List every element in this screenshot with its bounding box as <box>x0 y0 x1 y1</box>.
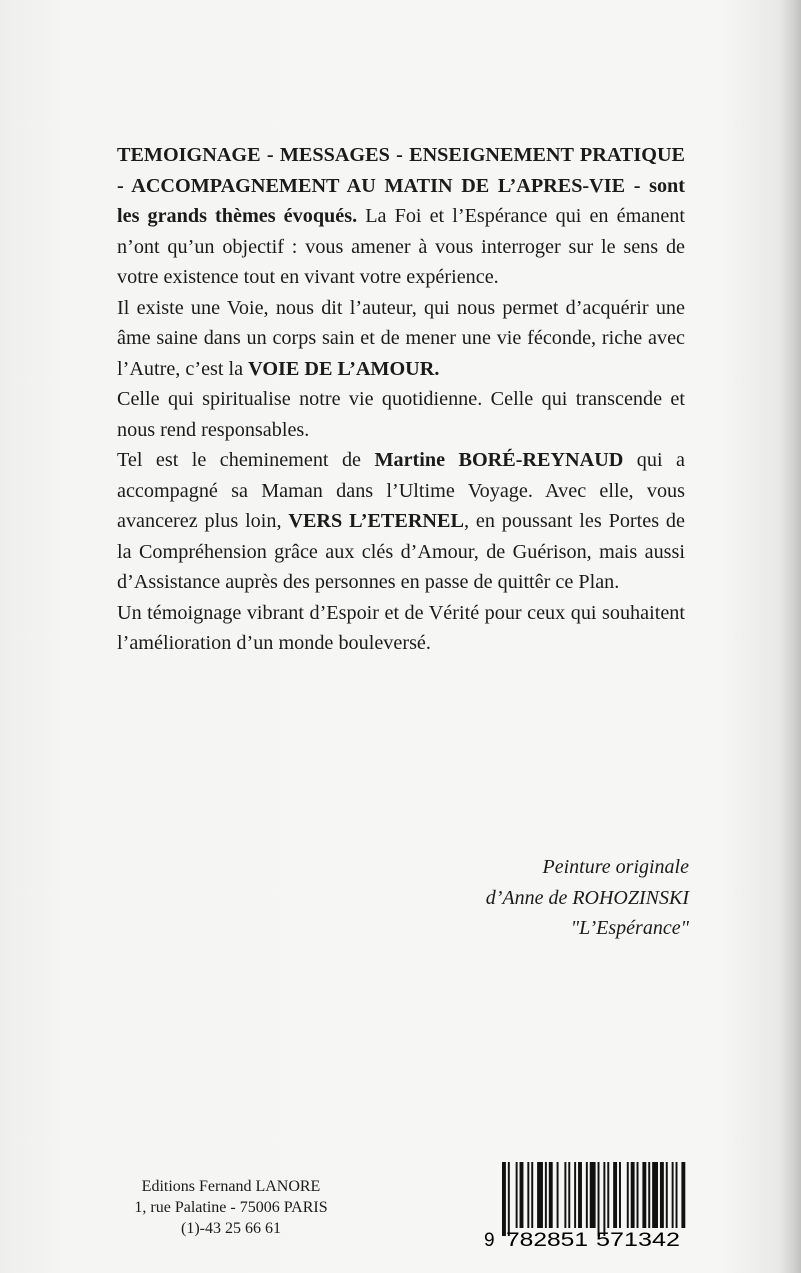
barcode-bar <box>660 1162 664 1228</box>
barcode-bar <box>652 1162 658 1228</box>
barcode-graphic <box>478 1158 698 1250</box>
barcode-digits-left: 782851 <box>506 1230 588 1250</box>
barcode-bar <box>574 1162 576 1228</box>
barcode-bar <box>545 1162 547 1228</box>
publisher-address: 1, rue Palatine - 75006 PARIS <box>134 1199 328 1216</box>
barcode-bar <box>607 1162 609 1228</box>
blurb-paragraph-5: Un témoignage vibrant d’Espoir et de Vérité pour ceux qui souhaitent l’amélioration d’un monde bouleversé. <box>117 601 685 654</box>
blurb-intro-text: La Foi et l’Espérance qui en émanent n’ont qu’un objectif : vous amener à vous interroger sur le sens de votre existence tout en vivant votre expérience. <box>117 205 685 288</box>
barcode-bar <box>681 1162 685 1228</box>
barcode-digits-right: 571342 <box>596 1230 680 1250</box>
barcode-bar <box>508 1162 510 1236</box>
credit-line-1: Peinture originale <box>542 856 689 878</box>
publisher-phone: (1)-43 25 66 61 <box>181 1220 281 1237</box>
barcode-bar <box>537 1162 543 1228</box>
barcode-bar <box>502 1162 506 1236</box>
barcode-bar <box>648 1162 650 1228</box>
barcode-bar <box>613 1162 617 1228</box>
barcode-bar <box>531 1162 533 1228</box>
credit-line-2: d’Anne de ROHOZINSKI <box>485 886 689 909</box>
barcode-bar <box>627 1162 629 1228</box>
painting-credit <box>289 852 689 944</box>
author-name: Martine BORÉ-REYNAUD <box>374 449 624 471</box>
credit-line-3: "L’Espérance" <box>570 917 689 939</box>
barcode-bar <box>642 1162 646 1228</box>
barcode-bar <box>619 1162 621 1228</box>
barcode-bar <box>586 1162 588 1228</box>
barcode-bar <box>672 1162 674 1228</box>
blurb-portes-text: , en poussant les Portes de la Compréhension grâce aux clés d’Amour, de Guérison, mais aussi d’Assistance auprès des personnes en passe de quittêr ce Plan. <box>117 510 685 593</box>
barcode-bar <box>557 1162 559 1228</box>
barcode-bar <box>637 1162 639 1228</box>
barcode-bar <box>631 1162 635 1228</box>
barcode-bar <box>516 1162 518 1228</box>
barcode-first-digit: 9 <box>484 1230 495 1250</box>
blurb-paragraph-2 <box>117 293 685 385</box>
back-cover-blurb <box>117 140 685 659</box>
blurb-voie-bold: VOIE DE L’AMOUR. <box>248 357 440 380</box>
barcode-bar <box>603 1162 605 1236</box>
barcode-bar <box>564 1162 566 1228</box>
blurb-maman-text: qui a accompagné sa Maman dans l’Ultime Voyage. Avec elle, vous avancerez plus loin, <box>117 449 685 532</box>
blurb-paragraph-1 <box>117 140 685 293</box>
barcode-bar <box>676 1162 678 1228</box>
blurb-paragraph-3: Celle qui spiritualise notre vie quotidienne. Celle qui transcende et nous rend responsables. <box>117 388 685 441</box>
barcode-bar <box>578 1162 582 1228</box>
isbn-barcode <box>478 1158 698 1250</box>
barcode-bar <box>598 1162 600 1236</box>
publisher-name: Editions Fernand LANORE <box>141 1178 321 1195</box>
blurb-cheminement-text: Tel est le cheminement de <box>117 449 375 471</box>
blurb-eternel-bold: VERS L’ETERNEL <box>288 510 464 532</box>
blurb-voie-text: Il existe une Voie, nous dit l’auteur, qui nous permet d’acquérir une âme saine dans un corps sain et de mener une vie féconde, riche avec l’Autre, c’est la <box>117 296 685 380</box>
blurb-paragraph-4 <box>117 445 685 598</box>
barcode-bar <box>549 1162 553 1228</box>
barcode-bar <box>520 1162 524 1228</box>
publisher-info <box>116 1176 346 1239</box>
barcode-bar <box>568 1162 570 1228</box>
barcode-bar <box>527 1162 529 1228</box>
barcode-bar <box>666 1162 668 1228</box>
blurb-themes-bold: TEMOIGNAGE - MESSAGES - ENSEIGNEMENT PRATIQUE - ACCOMPAGNEMENT AU MATIN DE L’APRES-VIE - sont les grands thèmes évoqués. <box>117 144 685 227</box>
page-edge-shadow <box>779 0 801 1273</box>
barcode-bar <box>590 1162 596 1228</box>
